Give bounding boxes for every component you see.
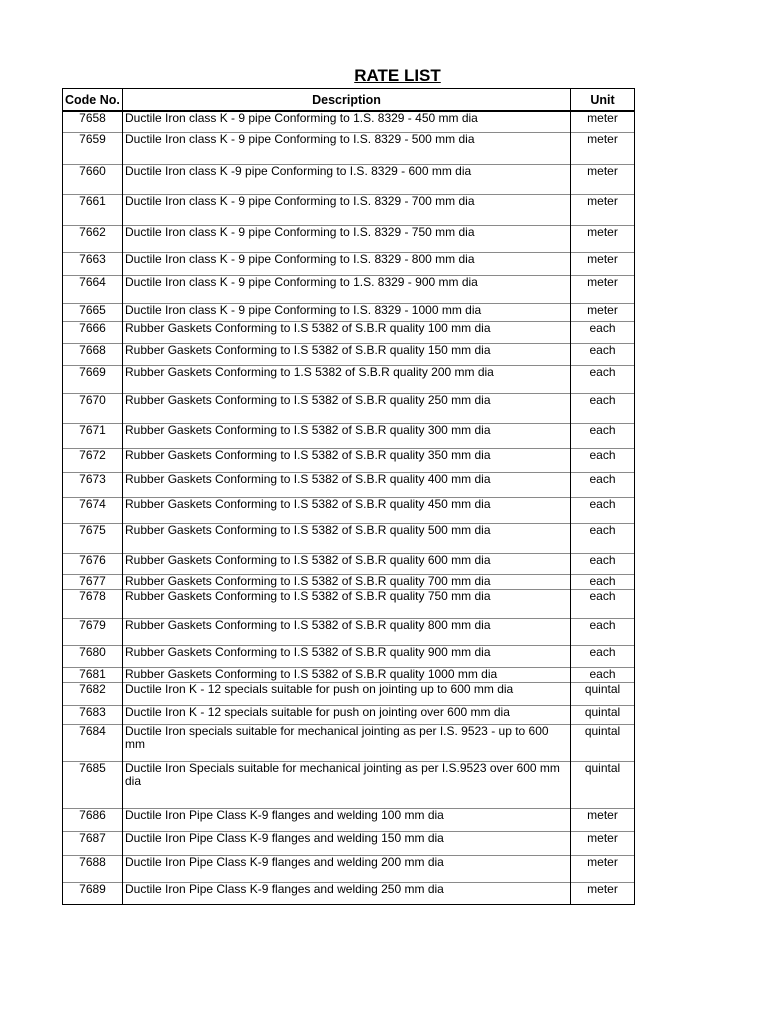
code-cell: 7681 xyxy=(63,667,123,682)
table-row xyxy=(63,645,635,667)
unit-cell: meter xyxy=(571,194,635,225)
unit-cell: each xyxy=(571,618,635,645)
code-cell: 7679 xyxy=(63,618,123,645)
table-row xyxy=(63,808,635,831)
table-row xyxy=(63,275,635,303)
code-cell: 7669 xyxy=(63,365,123,393)
code-cell: 7672 xyxy=(63,448,123,472)
unit-cell: quintal xyxy=(571,705,635,724)
description-cell: Ductile Iron class K - 9 pipe Conforming to I.S. 8329 - 800 mm dia xyxy=(123,252,571,275)
table-row xyxy=(63,855,635,882)
code-cell: 7680 xyxy=(63,645,123,667)
table-row xyxy=(63,682,635,705)
unit-cell: meter xyxy=(571,252,635,275)
unit-cell: each xyxy=(571,523,635,553)
code-cell: 7682 xyxy=(63,682,123,705)
table-row xyxy=(63,553,635,574)
unit-column-header: Unit xyxy=(571,89,635,112)
code-column-header: Code No. xyxy=(63,89,123,112)
description-cell: Ductile Iron class K - 9 pipe Conforming to I.S. 8329 - 700 mm dia xyxy=(123,194,571,225)
unit-cell: meter xyxy=(571,303,635,321)
table-row xyxy=(63,589,635,618)
description-cell: Rubber Gaskets Conforming to I.S 5382 of S.B.R quality 400 mm dia xyxy=(123,472,571,497)
unit-cell: meter xyxy=(571,855,635,882)
description-cell: Rubber Gaskets Conforming to I.S 5382 of S.B.R quality 150 mm dia xyxy=(123,343,571,365)
description-cell: Ductile Iron Specials suitable for mechanical jointing as per I.S.9523 over 600 mm dia xyxy=(123,761,571,808)
description-cell: Rubber Gaskets Conforming to I.S 5382 of S.B.R quality 450 mm dia xyxy=(123,497,571,523)
unit-cell: each xyxy=(571,553,635,574)
code-cell: 7684 xyxy=(63,724,123,761)
code-cell: 7683 xyxy=(63,705,123,724)
table-row xyxy=(63,667,635,682)
code-cell: 7687 xyxy=(63,831,123,855)
table-header-row xyxy=(63,89,635,112)
table-row xyxy=(63,705,635,724)
code-cell: 7668 xyxy=(63,343,123,365)
table-row xyxy=(63,225,635,252)
code-cell: 7661 xyxy=(63,194,123,225)
description-cell: Ductile Iron Pipe Class K-9 flanges and welding 200 mm dia xyxy=(123,855,571,882)
description-cell: Rubber Gaskets Conforming to 1.S 5382 of S.B.R quality 200 mm dia xyxy=(123,365,571,393)
description-cell: Ductile Iron specials suitable for mechanical jointing as per I.S. 9523 - up to 600 mm xyxy=(123,724,571,761)
code-cell: 7662 xyxy=(63,225,123,252)
table-row xyxy=(63,448,635,472)
code-cell: 7670 xyxy=(63,393,123,423)
description-cell: Ductile Iron class K - 9 pipe Conforming to 1.S. 8329 - 900 mm dia xyxy=(123,275,571,303)
code-cell: 7659 xyxy=(63,132,123,164)
code-cell: 7675 xyxy=(63,523,123,553)
code-cell: 7666 xyxy=(63,321,123,343)
unit-cell: each xyxy=(571,667,635,682)
code-cell: 7688 xyxy=(63,855,123,882)
table-row xyxy=(63,497,635,523)
unit-cell: each xyxy=(571,645,635,667)
table-row xyxy=(63,194,635,225)
description-cell: Rubber Gaskets Conforming to I.S 5382 of S.B.R quality 350 mm dia xyxy=(123,448,571,472)
description-cell: Rubber Gaskets Conforming to I.S 5382 of S.B.R quality 250 mm dia xyxy=(123,393,571,423)
unit-cell: each xyxy=(571,472,635,497)
unit-cell: each xyxy=(571,321,635,343)
description-cell: Rubber Gaskets Conforming to I.S 5382 of S.B.R quality 800 mm dia xyxy=(123,618,571,645)
code-cell: 7663 xyxy=(63,252,123,275)
unit-cell: each xyxy=(571,448,635,472)
code-cell: 7689 xyxy=(63,882,123,904)
code-cell: 7686 xyxy=(63,808,123,831)
code-cell: 7673 xyxy=(63,472,123,497)
description-cell: Ductile Iron Pipe Class K-9 flanges and welding 250 mm dia xyxy=(123,882,571,904)
code-cell: 7674 xyxy=(63,497,123,523)
table-row xyxy=(63,831,635,855)
table-row xyxy=(63,423,635,448)
description-cell: Ductile Iron class K - 9 pipe Conforming to I.S. 8329 - 500 mm dia xyxy=(123,132,571,164)
table-row xyxy=(63,882,635,904)
unit-cell: each xyxy=(571,343,635,365)
unit-cell: meter xyxy=(571,225,635,252)
description-column-header: Description xyxy=(123,89,571,112)
description-cell: Rubber Gaskets Conforming to I.S 5382 of S.B.R quality 1000 mm dia xyxy=(123,667,571,682)
table-row xyxy=(63,724,635,761)
unit-cell: meter xyxy=(571,164,635,194)
description-cell: Rubber Gaskets Conforming to I.S 5382 of S.B.R quality 500 mm dia xyxy=(123,523,571,553)
unit-cell: each xyxy=(571,393,635,423)
table-row xyxy=(63,321,635,343)
unit-cell: meter xyxy=(571,831,635,855)
description-cell: Ductile Iron K - 12 specials suitable for push on jointing up to 600 mm dia xyxy=(123,682,571,705)
code-cell: 7658 xyxy=(63,111,123,132)
unit-cell: meter xyxy=(571,132,635,164)
unit-cell: quintal xyxy=(571,761,635,808)
code-cell: 7664 xyxy=(63,275,123,303)
unit-cell: meter xyxy=(571,111,635,132)
unit-cell: each xyxy=(571,365,635,393)
table-row xyxy=(63,761,635,808)
table-row xyxy=(63,523,635,553)
unit-cell: meter xyxy=(571,808,635,831)
description-cell: Rubber Gaskets Conforming to I.S 5382 of S.B.R quality 750 mm dia xyxy=(123,589,571,618)
unit-cell: meter xyxy=(571,275,635,303)
description-cell: Rubber Gaskets Conforming to I.S 5382 of S.B.R quality 900 mm dia xyxy=(123,645,571,667)
code-cell: 7671 xyxy=(63,423,123,448)
code-cell: 7677 xyxy=(63,574,123,589)
unit-cell: each xyxy=(571,589,635,618)
table-row xyxy=(63,472,635,497)
unit-cell: meter xyxy=(571,882,635,904)
description-cell: Rubber Gaskets Conforming to I.S 5382 of S.B.R quality 600 mm dia xyxy=(123,553,571,574)
page-title: RATE LIST xyxy=(354,66,441,85)
code-cell: 7678 xyxy=(63,589,123,618)
unit-cell: each xyxy=(571,497,635,523)
code-cell: 7660 xyxy=(63,164,123,194)
table-row xyxy=(63,574,635,589)
description-cell: Ductile Iron Pipe Class K-9 flanges and welding 100 mm dia xyxy=(123,808,571,831)
description-cell: Rubber Gaskets Conforming to I.S 5382 of S.B.R quality 300 mm dia xyxy=(123,423,571,448)
description-cell: Ductile Iron class K - 9 pipe Conforming to I.S. 8329 - 750 mm dia xyxy=(123,225,571,252)
description-cell: Rubber Gaskets Conforming to I.S 5382 of S.B.R quality 100 mm dia xyxy=(123,321,571,343)
description-cell: Ductile Iron K - 12 specials suitable for push on jointing over 600 mm dia xyxy=(123,705,571,724)
table-row xyxy=(63,343,635,365)
unit-cell: each xyxy=(571,423,635,448)
code-cell: 7676 xyxy=(63,553,123,574)
description-cell: Ductile Iron class K - 9 pipe Conforming to 1.S. 8329 - 450 mm dia xyxy=(123,111,571,132)
table-row xyxy=(63,618,635,645)
table-row xyxy=(63,132,635,164)
table-row xyxy=(63,252,635,275)
unit-cell: each xyxy=(571,574,635,589)
code-cell: 7685 xyxy=(63,761,123,808)
unit-cell: quintal xyxy=(571,682,635,705)
table-row xyxy=(63,164,635,194)
description-cell: Ductile Iron class K - 9 pipe Conforming to I.S. 8329 - 1000 mm dia xyxy=(123,303,571,321)
table-row xyxy=(63,303,635,321)
description-cell: Ductile Iron class K -9 pipe Conforming to I.S. 8329 - 600 mm dia xyxy=(123,164,571,194)
description-cell: Rubber Gaskets Conforming to I.S 5382 of S.B.R quality 700 mm dia xyxy=(123,574,571,589)
code-cell: 7665 xyxy=(63,303,123,321)
table-row xyxy=(63,393,635,423)
description-cell: Ductile Iron Pipe Class K-9 flanges and welding 150 mm dia xyxy=(123,831,571,855)
rate-list-table xyxy=(62,88,635,905)
table-row xyxy=(63,111,635,132)
unit-cell: quintal xyxy=(571,724,635,761)
table-row xyxy=(63,365,635,393)
